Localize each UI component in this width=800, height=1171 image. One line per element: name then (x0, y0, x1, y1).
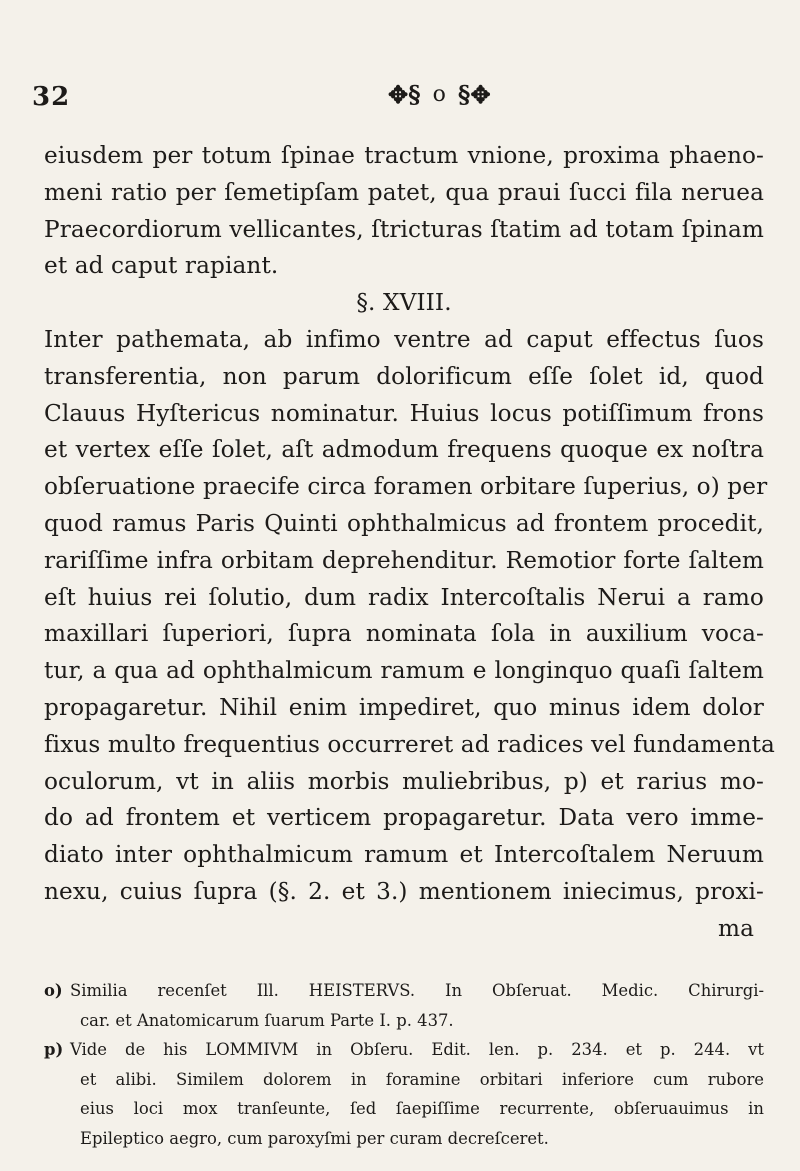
text-line: eſt huius rei ſolutio, dum radix Intercoſtalis Nerui a ramo (44, 583, 764, 611)
text-line: rariſſime infra orbitam deprehenditur. Remotior forte ſaltem (44, 546, 764, 574)
page-number: 32 (32, 82, 71, 112)
footnote-o (44, 976, 764, 1035)
text-line: oculorum, vt in aliis morbis muliebribus, p) et rarius mo- (44, 767, 764, 795)
text-line: propagaretur. Nihil enim impediret, quo minus idem dolor (44, 693, 764, 721)
text-line: do ad frontem et verticem propagaretur. Data vero imme- (44, 804, 764, 832)
text-line: quod ramus Paris Quinti ophthalmicus ad frontem procedit, (44, 509, 764, 537)
footnote-text: eius loci mox tranſeunte, ſed ſaepiſſime recurrente, obſeruauimus in (80, 1099, 764, 1118)
text-line: et vertex eſſe ſolet, aſt admodum frequens quoque ex noſtra (44, 436, 764, 464)
footnote-text: Similia recenſet Ill. HEISTERVS. In Obſeruat. Medic. Chirurgi- (70, 981, 764, 1000)
footnote-text: Epileptico aegro, cum paroxyſmi per curam decreſceret. (80, 1128, 549, 1148)
footnote-text: et alibi. Similem dolorem in foramine orbitari inferiore cum rubore (80, 1069, 764, 1089)
text-line: meni ratio per ſemetipſam patet, qua praui ſucci fila neruea (44, 178, 764, 206)
text-line: eiusdem per totum ſpinae tractum vnione, proxima phaeno- (44, 142, 764, 169)
text-line: diato inter ophthalmicum ramum et Intercoſtalem Neruum (44, 841, 764, 869)
ornament-right-icon: §✥ (457, 80, 491, 109)
section-heading: §. XVIII. (356, 289, 452, 317)
text-line: nexu, cuius ſupra (§. 2. et 3.) mentionem iniecimus, proxi- (44, 877, 764, 905)
footnote-mark: o) (44, 981, 63, 1000)
ornament-center-icon: o (432, 82, 446, 107)
text-line: Inter pathemata, ab infimo ventre ad caput effectus ſuos (44, 325, 764, 353)
footnote-text: car. et Anatomicarum ſuarum Parte I. p. 437. (80, 1010, 454, 1030)
footnote-p (44, 1035, 764, 1153)
header-ornament (388, 80, 491, 109)
text-line: Praecordiorum vellicantes, ſtricturas ſtatim ad totam ſpinam (44, 215, 764, 243)
text-line: fixus multo frequentius occurreret ad radices vel fundamenta (44, 730, 775, 758)
text-line: obſeruatione praecife circa foramen orbitare ſuperius, o) per (44, 473, 768, 501)
footnote-mark: p) (44, 1040, 64, 1059)
text-line: Clauus Hyſtericus nominatur. Huius locus potiſſimum frons (44, 399, 764, 427)
text-line: transferentia, non parum dolorificum eſſe ſolet id, quod (44, 362, 764, 390)
footnotes (44, 976, 764, 1153)
page-header (32, 78, 768, 122)
text-line: tur, a qua ad ophthalmicum ramum e longinquo quaſi ſaltem (44, 657, 764, 685)
text-line: et ad caput rapiant. (44, 252, 279, 280)
footnote-text: Vide de his LOMMIVM in Obſeru. Edit. len. p. 234. et p. 244. vt (70, 1040, 764, 1059)
main-text (44, 138, 775, 948)
ornament-left-icon: ✥§ (388, 80, 421, 109)
text-line: maxillari ſuperiori, ſupra nominata ſola in auxilium voca- (44, 620, 764, 648)
catchword: ma (717, 914, 754, 942)
